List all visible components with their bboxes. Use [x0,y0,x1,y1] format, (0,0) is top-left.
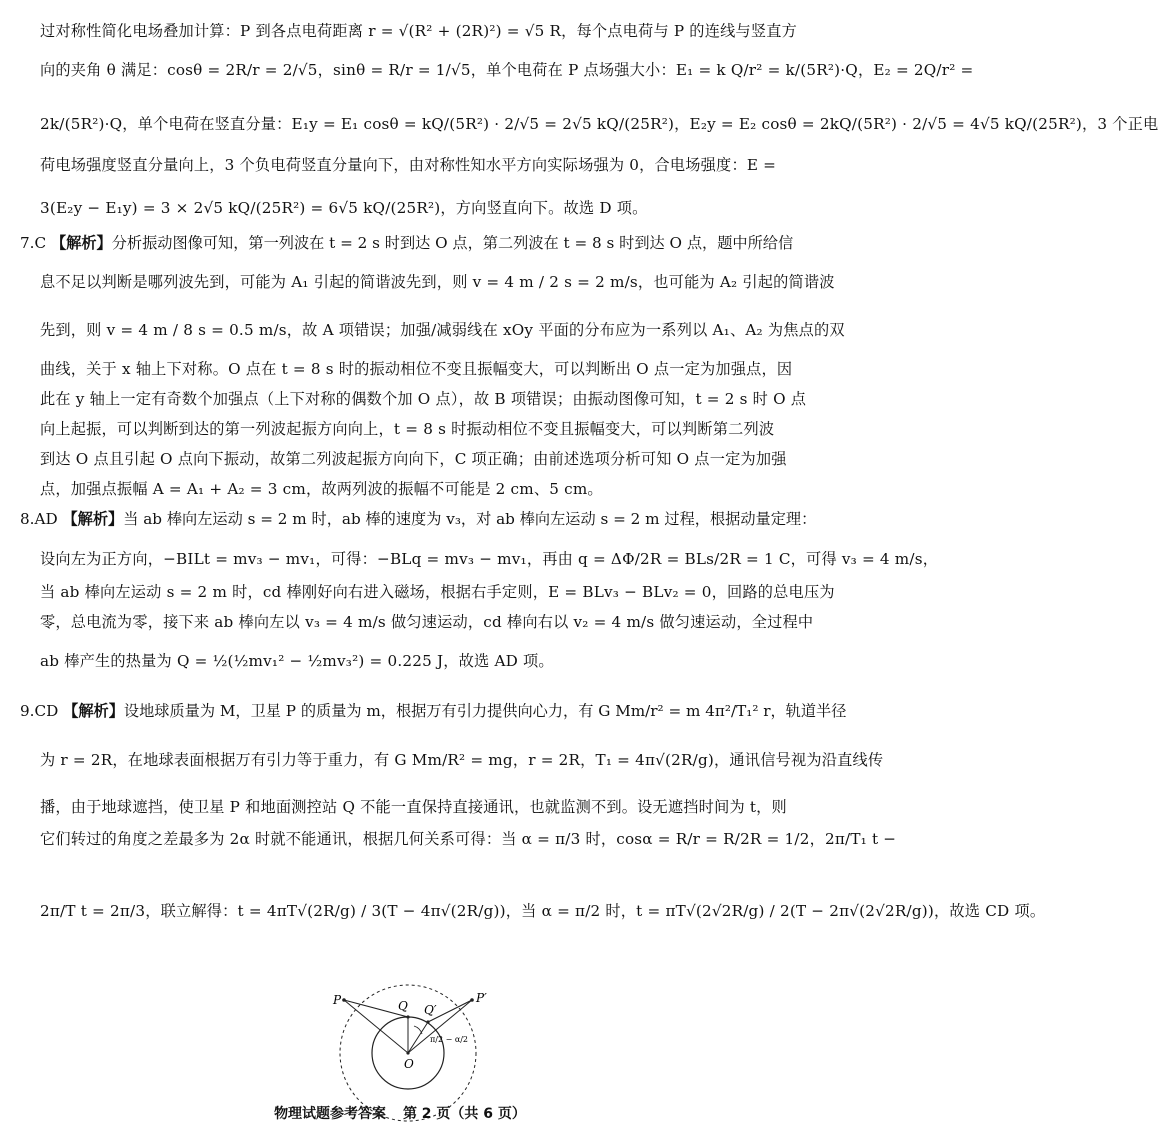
q8-first-line: 当 ab 棒向左运动 s = 2 m 时，ab 棒的速度为 v₃，对 ab 棒向左运动 s = 2 m 过程，根据动量定理： [123,510,817,528]
point-o [406,1051,409,1054]
q8-line-5: ab 棒产生的热量为 Q = ½(½mv₁² − ½mv₃²) = 0.225 J，故选 AD 项。 [40,652,554,670]
point-p [342,998,346,1002]
label-o: O [404,1057,414,1071]
q9-line-3: 播，由于地球遮挡，使卫星 P 和地面测控站 Q 不能一直保持直接通讯，也就监测不到。设无遮挡时间为 t，则 [40,798,787,816]
label-q: Q [398,999,408,1013]
label-pp: P′ [476,991,487,1005]
q8-line-2: 设向左为正方向，−BILt = mv₃ − mv₁，可得：−BLq = mv₃ − mv₁，再由 q = ΔΦ/2R = BLs/2R = 1 C，可得 v₃ = 4 m/s， [40,550,939,568]
point-q [406,1015,409,1018]
label-p: P [333,993,342,1007]
q6-line-4: 荷电场强度竖直分量向上，3 个负电荷竖直分量向下，由对称性知水平方向实际场强为 0，合电场强度：E = [40,156,777,174]
label-angle: π/2 − α/2 [430,1035,469,1044]
q6-line-2: 向的夹角 θ 满足：cosθ = 2R/r = 2/√5，sinθ = R/r = 1/√5，单个电荷在 P 点场强大小：E₁ = k Q/r² = k/(5R²)·Q，E₂ = 2Q/r² = [40,61,974,79]
q9-answer: CD [34,702,59,720]
q9-line-4: 它们转过的角度之差最多为 2α 时就不能通讯，根据几何关系可得：当 α = π/3 时，cosα = R/r = R/2R = 1/2，2π/T₁ t − [40,830,897,848]
q9-number: 9. [20,702,35,720]
q8-answer: AD [34,510,58,528]
line-pp-o [408,1000,472,1053]
q7-line-5: 此在 y 轴上一定有奇数个加强点（上下对称的偶数个加 O 点），故 B 项错误；由振动图像可知，t = 2 s 时 O 点 [40,390,807,408]
orbit-diagram [330,978,510,1090]
q7-tag: 【解析】 [50,234,112,252]
q9-tag: 【解析】 [63,702,124,720]
q9-line-5: 2π/T t = 2π/3，联立解得：t = 4πT√(2R/g) / 3(T − 4π√(2R/g))，当 α = π/2 时，t = πT√(2√2R/g) / 2(T − 2π√(2√2R/g))，故选 CD 项。 [40,902,1046,920]
page-footer [0,1103,800,1123]
q8-header [20,508,816,530]
q9-line-2: 为 r = 2R，在地球表面根据万有引力等于重力，有 G Mm/R² = mg，r = 2R，T₁ = 4π√(2R/g)，通讯信号视为沿直线传 [40,751,884,769]
line-qp-o [408,1022,428,1053]
footer-page-number: 第 2 页（共 6 页） [402,1106,526,1122]
point-pp [470,998,474,1002]
q7-first-line: 分析振动图像可知，第一列波在 t = 2 s 时到达 O 点，第二列波在 t = 8 s 时到达 O 点，题中所给信 [111,234,794,252]
q9-first-line: 设地球质量为 M，卫星 P 的质量为 m，根据万有引力提供向心力，有 G Mm/r² = m 4π²/T₁² r，轨道半径 [123,702,847,720]
q8-number: 8. [20,510,35,528]
point-qp [426,1020,429,1023]
q7-line-2: 息不足以判断是哪列波先到，可能为 A₁ 引起的简谐波先到，则 v = 4 m / 2 s = 2 m/s，也可能为 A₂ 引起的简谐波 [40,273,835,291]
q7-line-8: 点，加强点振幅 A = A₁ + A₂ = 3 cm，故两列波的振幅不可能是 2 cm、5 cm。 [40,480,603,498]
q8-tag: 【解析】 [62,510,124,528]
q7-header [20,232,793,254]
q6-line-5: 3(E₂y − E₁y) = 3 × 2√5 kQ/(25R²) = 6√5 kQ/(25R²)，方向竖直向下。故选 D 项。 [40,199,648,217]
label-qp: Q′ [424,1003,437,1017]
q6-line-3: 2k/(5R²)·Q，单个电荷在竖直分量：E₁y = E₁ cosθ = kQ/(5R²) · 2/√5 = 2√5 kQ/(25R²)，E₂y = E₂ cosθ = 2kQ/(5R²) · 2/√5 = 4√5 kQ/(25R²)，3 个正电 [40,115,1158,133]
q8-line-4: 零，总电流为零，接下来 ab 棒向左以 v₃ = 4 m/s 做匀速运动，cd 棒向右以 v₂ = 4 m/s 做匀速运动，全过程中 [40,613,814,631]
footer-title: 物理试题参考答案 [274,1106,387,1122]
q7-number: 7. [20,234,35,252]
q7-answer: C [34,234,47,252]
q7-line-4: 曲线，关于 x 轴上下对称。O 点在 t = 8 s 时的振动相位不变且振幅变大，可以判断出 O 点一定为加强点，因 [40,360,793,378]
q8-line-3: 当 ab 棒向左运动 s = 2 m 时，cd 棒刚好向右进入磁场，根据右手定则，E = BLv₃ − BLv₂ = 0，回路的总电压为 [40,583,835,601]
q7-line-6: 向上起振，可以判断到达的第一列波起振方向向上，t = 8 s 时振动相位不变且振幅变大，可以判断第二列波 [40,420,775,438]
q9-header [20,700,846,722]
q7-line-3: 先到，则 v = 4 m / 8 s = 0.5 m/s，故 A 项错误；加强/减弱线在 xOy 平面的分布应为一系列以 A₁、A₂ 为焦点的双 [40,321,845,339]
q7-line-7: 到达 O 点且引起 O 点向下振动，故第二列波起振方向向下，C 项正确；由前述选项分析可知 O 点一定为加强 [40,450,787,468]
q6-line-1: 过对称性简化电场叠加计算：P 到各点电荷距离 r = √(R² + (2R)²) = √5 R，每个点电荷与 P 的连线与竖直方 [40,22,798,40]
